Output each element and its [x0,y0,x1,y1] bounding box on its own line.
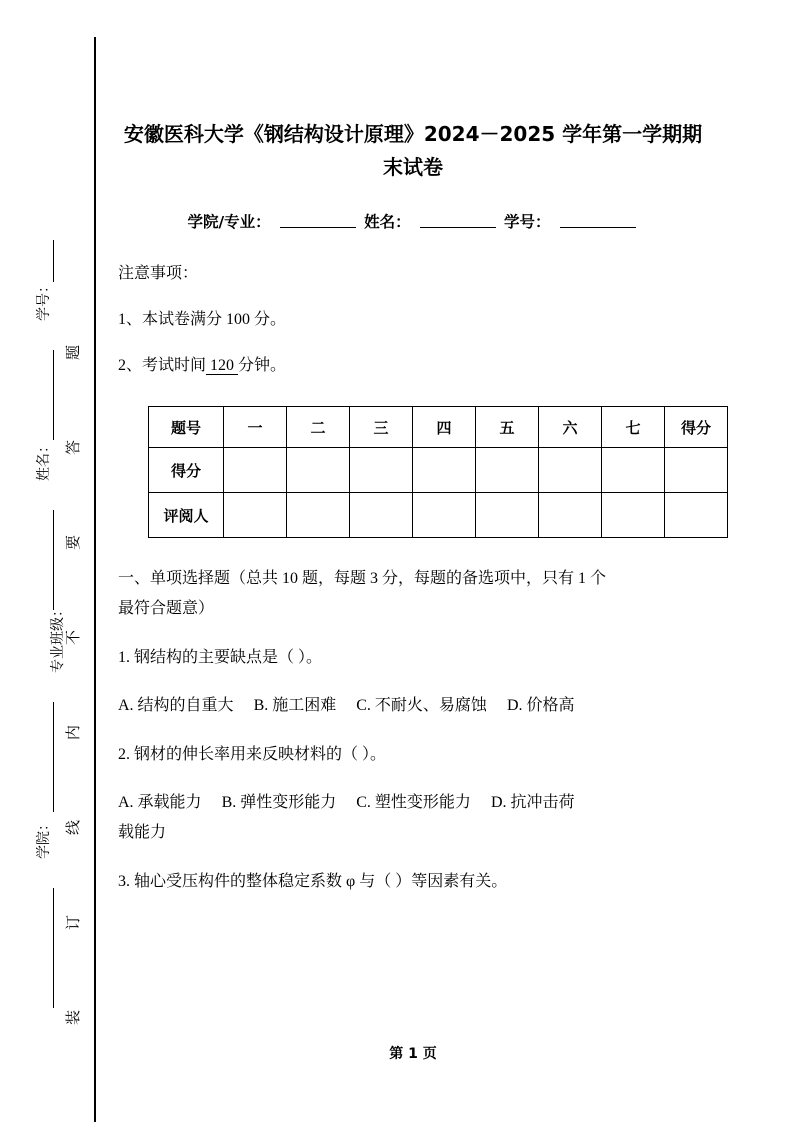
question-1-option-b[interactable]: B. 施工困难 [253,697,337,715]
score-cell[interactable] [413,448,476,493]
questions-section [118,564,708,897]
question-2-option-d[interactable]: D. 抗冲击荷 [490,793,575,811]
seal-char-xian: 线 [66,819,83,836]
seal-char-ti: 题 [66,344,83,361]
seal-label-name: 姓名： [37,439,52,481]
table-row [149,448,728,493]
exam-duration-suffix: 分钟。 [238,357,287,374]
seal-char-zhuang: 装 [66,1009,83,1026]
score-cell[interactable] [476,448,539,493]
seal-label-college: 学院： [37,817,52,859]
question-2-option-c[interactable]: C. 塑性变形能力 [356,793,471,811]
score-row-label-score: 得分 [149,448,224,493]
exam-duration-value: 120 [206,357,238,375]
college-major-blank[interactable] [280,212,356,228]
seal-blank-rule-5[interactable] [53,888,54,1008]
seal-char-da: 答 [66,439,83,456]
question-2-options [118,788,708,849]
seal-label-student-id: 学号： [37,279,52,321]
page-title: 安徽医科大学《钢结构设计原理》2024－2025 学年第一学期期末试卷 [123,122,703,179]
score-table-header-2: 二 [287,407,350,448]
score-cell[interactable] [224,448,287,493]
grader-cell[interactable] [539,493,602,538]
question-2-option-a[interactable]: A. 承载能力 [118,793,202,811]
notice-heading: 注意事项： [118,265,199,282]
seal-char-yao: 要 [66,534,83,551]
student-id-label: 学号： [503,213,551,231]
grader-cell[interactable] [413,493,476,538]
score-row-label-grader: 评阅人 [149,493,224,538]
notice-item-1: 1、本试卷满分 100 分。 [118,311,287,328]
question-1-option-a[interactable]: A. 结构的自重大 [118,697,234,715]
sealing-inner-text-column [62,345,88,1025]
sealing-vertical-rule [94,37,96,1122]
grader-cell[interactable] [350,493,413,538]
score-cell[interactable] [287,448,350,493]
question-2-stem: 2. 钢材的伸长率用来反映材料的（ ）。 [118,745,387,763]
name-label: 姓名： [364,213,411,231]
grader-cell[interactable] [665,493,728,538]
section-heading-multiple-choice [118,564,708,625]
seal-blank-rule-3[interactable] [53,510,54,610]
student-info-line [118,210,708,232]
section-heading-line-2: 最符合题意） [118,600,215,618]
grader-cell[interactable] [602,493,665,538]
score-cell[interactable] [539,448,602,493]
score-cell[interactable] [350,448,413,493]
name-blank[interactable] [420,212,496,228]
question-2-option-b[interactable]: B. 弹性变形能力 [221,793,337,811]
seal-blank-rule-2[interactable] [53,350,54,440]
seal-char-nei: 内 [66,724,83,741]
score-cell[interactable] [665,448,728,493]
question-3-stem: 3. 轴心受压构件的整体稳定系数 φ 与（ ）等因素有关。 [118,872,508,890]
score-table-header-6: 六 [539,407,602,448]
seal-label-class: 专业班级： [51,603,66,673]
grader-cell[interactable] [224,493,287,538]
seal-blank-rule-4[interactable] [53,702,54,812]
score-table-header-5: 五 [476,407,539,448]
score-table-header-7: 七 [602,407,665,448]
table-row [149,493,728,538]
grader-cell[interactable] [476,493,539,538]
notice-item-2 [118,358,708,374]
page-footer: 第 1 页 [389,1046,437,1062]
score-table-header-8: 得分 [665,407,728,448]
student-id-blank[interactable] [560,212,636,228]
exam-page-body [118,0,711,1122]
seal-char-bu: 不 [66,629,83,646]
score-table-header-0: 题号 [149,407,224,448]
score-table-header-4: 四 [413,407,476,448]
score-table [148,406,728,538]
score-cell[interactable] [602,448,665,493]
table-row-header [149,407,728,448]
seal-blank-rule-1[interactable] [53,240,54,282]
question-2-options-wrap: 载能力 [118,824,167,842]
exam-duration-prefix: 2、考试时间 [118,357,207,374]
seal-char-ding: 订 [66,914,83,931]
question-1-options [118,691,708,721]
score-table-header-3: 三 [350,407,413,448]
sealing-line-margin [0,0,96,1122]
grader-cell[interactable] [287,493,350,538]
question-1-option-d[interactable]: D. 价格高 [506,697,575,715]
score-table-header-1: 一 [224,407,287,448]
section-heading-line-1: 一、单项选择题（总共 10 题，每题 3 分，每题的备选项中，只有 1 个 [118,570,607,587]
question-1-stem: 1. 钢结构的主要缺点是（ ）。 [118,648,323,666]
sealing-outer-field-column [22,240,66,1030]
question-1-option-c[interactable]: C. 不耐火、易腐蚀 [356,697,487,715]
college-major-label: 学院/专业： [187,213,271,231]
